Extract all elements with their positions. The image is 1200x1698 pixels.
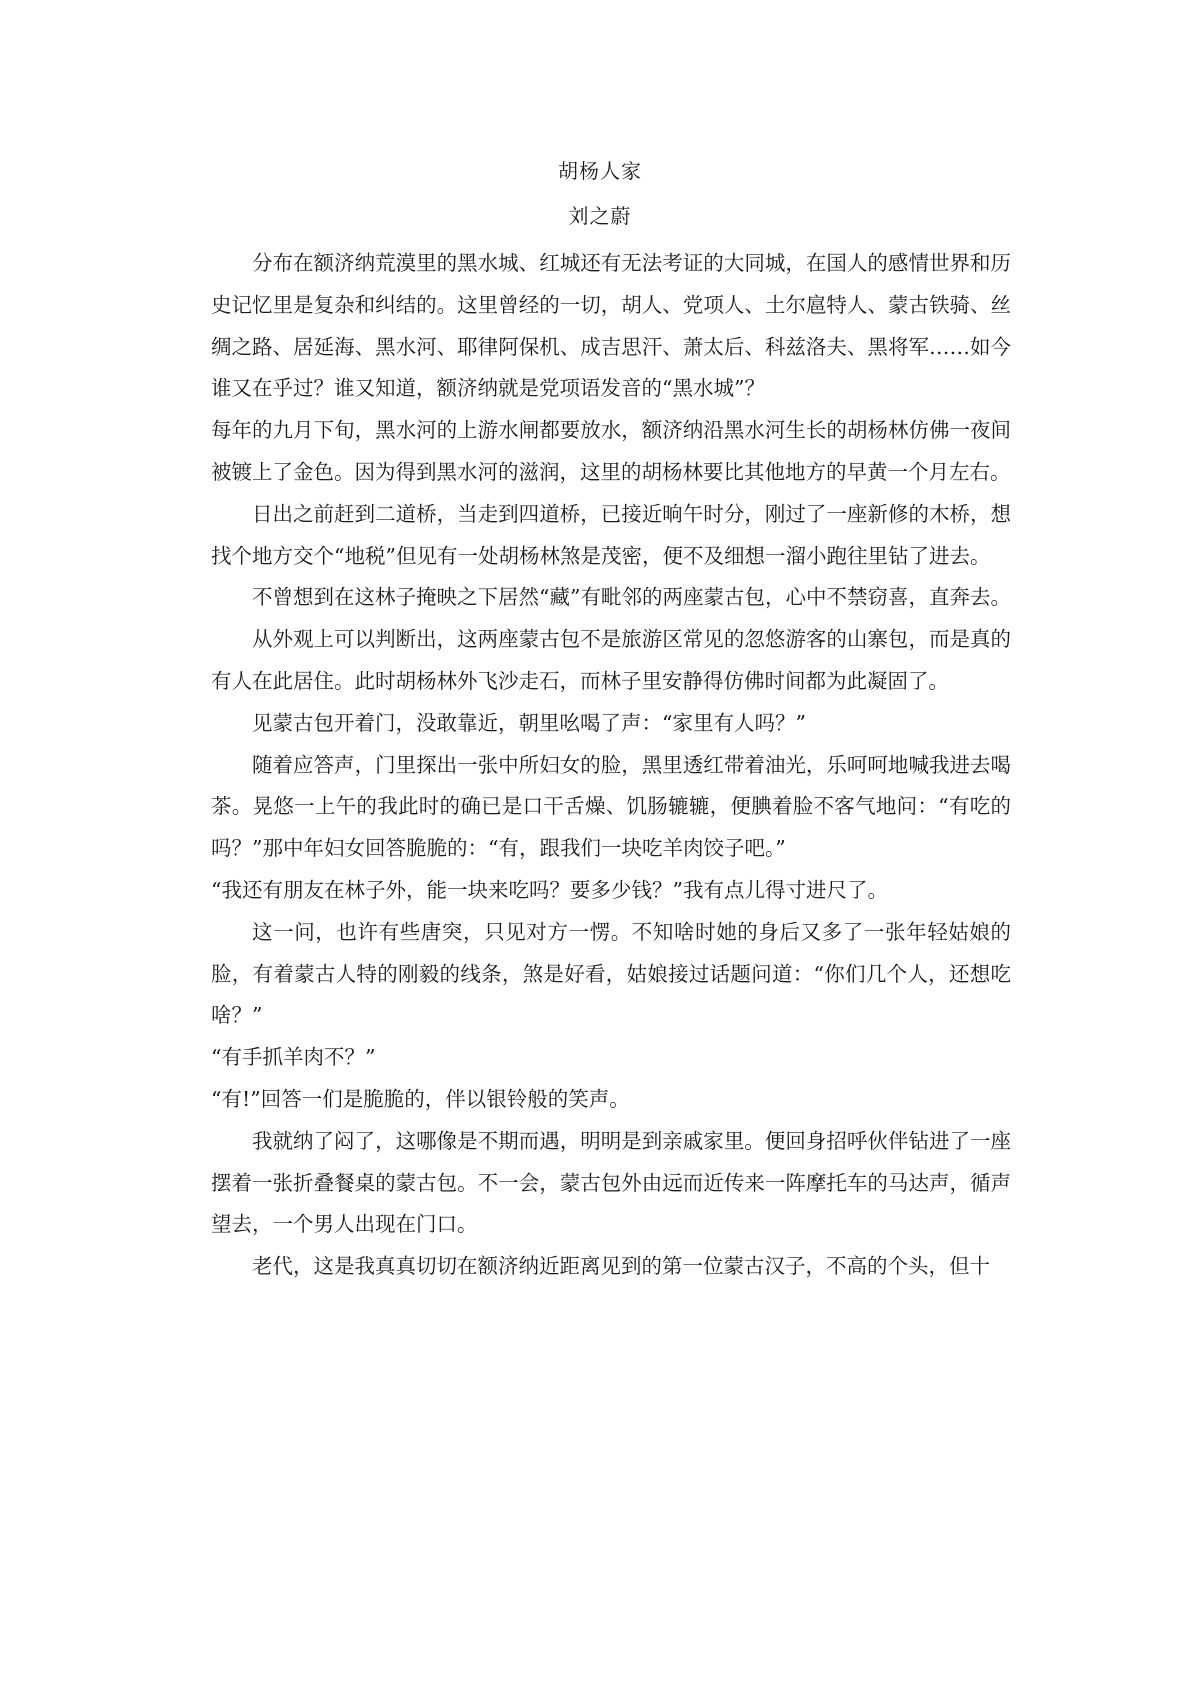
paragraph: “有手抓羊肉不？” [211, 1045, 376, 1070]
paragraph: 分布在额济纳荒漠里的黑水城、红城还有无法考证的大同城，在国人的感情世界和历史记忆里是复杂和纠结的。这里曾经的一切，胡人、党项人、土尔扈特人、蒙古铁骑、丝绸之路、居延海、黑水河、耶律阿保机、成吉思汗、萧太后、科兹洛夫、黑将军……如今谁又在乎过？谁又知道，额济纳就是党项语发音的“黑水城”？ [211, 251, 1011, 401]
document-title: 胡杨人家 [558, 159, 642, 183]
document-body [211, 243, 1011, 1288]
paragraph: “有!”回答一们是脆脆的，伴以银铃般的笑声。 [211, 1086, 630, 1111]
paragraph: 日出之前赶到二道桥，当走到四道桥，已接近晌午时分，刚过了一座新修的木桥，想找个地方交个“地税”但见有一处胡杨林煞是茂密，便不及细想一溜小跑往里钻了进去。 [211, 501, 1011, 568]
paragraph: 见蒙古包开着门，没敢靠近，朝里吆喝了声：“家里有人吗？” [252, 710, 806, 735]
paragraph: 不曾想到在这林子掩映之下居然“藏”有毗邻的两座蒙古包，心中不禁窃喜，直奔去。 [252, 585, 1011, 610]
paragraph: 从外观上可以判断出，这两座蒙古包不是旅游区常见的忽悠游客的山寨包，而是真的有人在此居住。此时胡杨林外飞沙走石，而林子里安静得仿佛时间都为此凝固了。 [211, 627, 1011, 693]
document-author: 刘之蔚 [568, 204, 632, 228]
paragraph: 这一问，也许有些唐突，只见对方一愣。不知啥时她的身后又多了一张年轻姑娘的脸，有着蒙古人特的刚毅的线条，煞是好看，姑娘接过话题问道：“你们几个人，还想吃啥？” [211, 919, 1011, 1028]
paragraph: 我就纳了闷了，这哪像是不期而遇，明明是到亲戚家里。便回身招呼伙伴钻进了一座摆着一张折叠餐桌的蒙古包。不一会，蒙古包外由远而近传来一阵摩托车的马达声，循声望去，一个男人出现在门口。 [211, 1128, 1011, 1237]
paragraph: “我还有朋友在林子外，能一块来吃吗？要多少钱？”我有点儿得寸进尺了。 [211, 877, 888, 902]
paragraph: 每年的九月下旬，黑水河的上游水闸都要放水，额济纳沿黑水河生长的胡杨林仿佛一夜间被镀上了金色。因为得到黑水河的滋润，这里的胡杨林要比其他地方的早黄一个月左右。 [211, 418, 1011, 484]
paragraph: 老代，这是我真真切切在额济纳近距离见到的第一位蒙古汉子，不高的个头，但十 [252, 1254, 990, 1279]
paragraph: 随着应答声，门里探出一张中所妇女的脸，黑里透红带着油光，乐呵呵地喊我进去喝茶。晃悠一上午的我此时的确已是口干舌燥、饥肠辘辘，便腆着脸不客气地问：“有吃的吗？”那中年妇女回答脆脆的：“有，跟我们一块吃羊肉饺子吧。” [211, 752, 1011, 861]
